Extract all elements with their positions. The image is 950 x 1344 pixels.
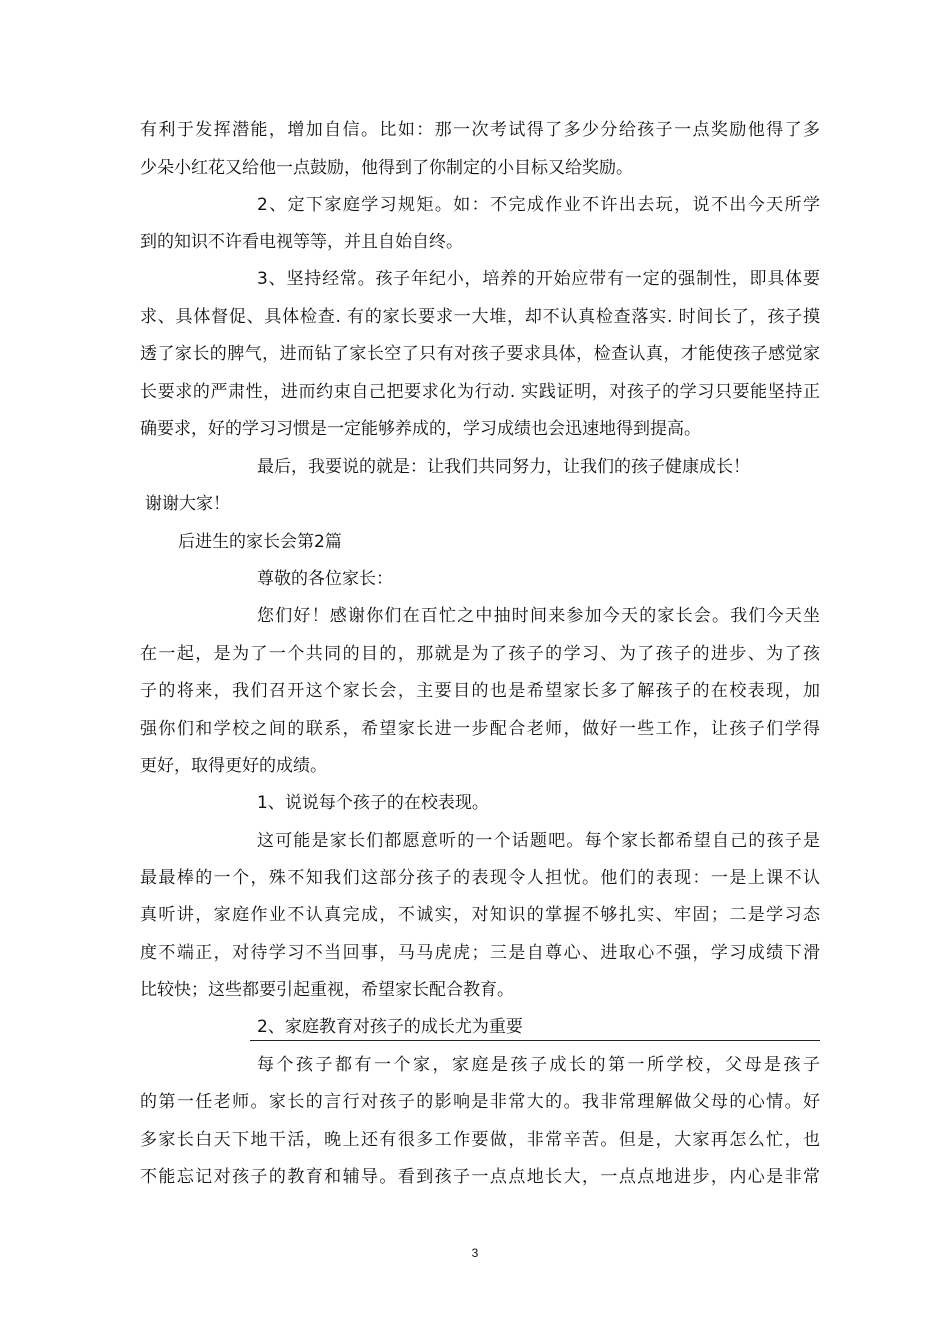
subheading: 2、家庭教育对孩子的成长尤为重要 xyxy=(257,1017,523,1037)
paragraph-line: 比较快；这些都要引起重视，希望家长配合教育。 xyxy=(140,980,514,1000)
paragraph-line: 不能忘记对孩子的教育和辅导。看到孩子一点点地长大，一点点地进步，内心是非常 xyxy=(140,1167,820,1187)
paragraph-line: 到的知识不许看电视等等，并且自始自终。 xyxy=(140,232,463,252)
paragraph-line: 多家长白天下地干活，晚上还有很多工作要做，非常辛苦。但是，大家再怎么忙，也 xyxy=(140,1130,820,1150)
paragraph-line: 最后，我要说的就是：让我们共同努力，让我们的孩子健康成长！ xyxy=(257,457,750,477)
paragraph-line: 确要求，好的学习习惯是一定能够养成的，学习成绩也会迅速地得到提高。 xyxy=(140,419,701,439)
paragraph-line: 您们好！感谢你们在百忙之中抽时间来参加今天的家长会。我们今天坐 xyxy=(257,606,820,626)
salutation: 尊敬的各位家长： xyxy=(257,569,393,589)
paragraph-line: 求、具体督促、具体检查. 有的家长要求一大堆，却不认真检查落实. 时间长了，孩子摸 xyxy=(140,307,820,327)
closing-line: 谢谢大家！ xyxy=(145,494,230,514)
paragraph-line: 长要求的严肃性，进而约束自己把要求化为行动. 实践证明，对孩子的学习只要能坚持正 xyxy=(140,382,820,402)
section-heading: 后进生的家长会第2篇 xyxy=(178,532,342,552)
paragraph-line: 2、定下家庭学习规矩。如：不完成作业不许出去玩，说不出今天所学 xyxy=(257,195,820,215)
paragraph-line: 3、坚持经常。孩子年纪小，培养的开始应带有一定的强制性，即具体要 xyxy=(257,269,820,289)
paragraph-line: 度不端正，对待学习不当回事，马马虎虎；三是自尊心、进取心不强，学习成绩下滑 xyxy=(140,943,820,963)
paragraph-line: 有利于发挥潜能，增加自信。比如：那一次考试得了多少分给孩子一点奖励他得了多 xyxy=(140,120,820,140)
paragraph-line: 这可能是家长们都愿意听的一个话题吧。每个家长都希望自己的孩子是 xyxy=(257,831,820,851)
paragraph-line: 在一起，是为了一个共同的目的，那就是为了孩子的学习、为了孩子的进步、为了孩 xyxy=(140,644,820,664)
paragraph-line: 透了家长的脾气，进而钻了家长空了只有对孩子要求具体，检查认真，才能使孩子感觉家 xyxy=(140,344,820,364)
paragraph-line: 更好，取得更好的成绩。 xyxy=(140,756,327,776)
subheading: 1、说说每个孩子的在校表现。 xyxy=(257,793,489,813)
paragraph-line: 子的将来，我们召开这个家长会，主要目的也是希望家长多了解孩子的在校表现，加 xyxy=(140,681,820,701)
paragraph-line: 少朵小红花又给他一点鼓励，他得到了你制定的小目标又给奖励。 xyxy=(140,158,633,178)
page-number: 3 xyxy=(471,1246,479,1260)
paragraph-line: 最最棒的一个，殊不知我们这部分孩子的表现令人担忧。他们的表现：一是上课不认 xyxy=(140,868,820,888)
paragraph-line: 的第一任老师。家长的言行对孩子的影响是非常大的。我非常理解做父母的心情。好 xyxy=(140,1092,820,1112)
paragraph-line: 真听讲，家庭作业不认真完成，不诚实，对知识的掌握不够扎实、牢固；二是学习态 xyxy=(140,905,820,925)
paragraph-line: 强你们和学校之间的联系，希望家长进一步配合老师，做好一些工作，让孩子们学得 xyxy=(140,719,820,739)
horizontal-rule xyxy=(250,1040,820,1041)
paragraph-line: 每个孩子都有一个家，家庭是孩子成长的第一所学校，父母是孩子 xyxy=(257,1055,820,1075)
